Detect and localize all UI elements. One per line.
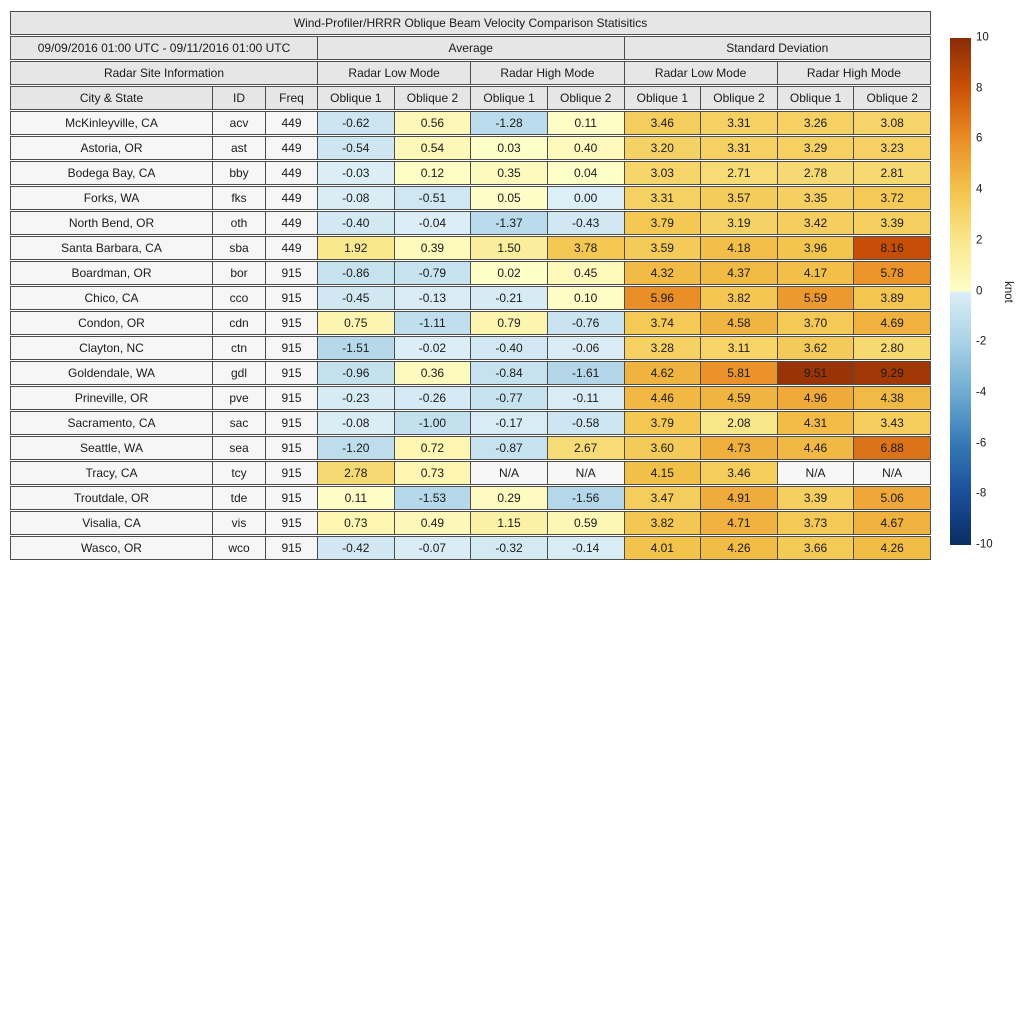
value-cell: 3.70 (778, 311, 855, 335)
value-cell: 4.71 (701, 511, 778, 535)
city-cell: Boardman, OR (10, 261, 213, 285)
value-cell: 3.78 (548, 236, 625, 260)
city-cell: Seattle, WA (10, 436, 213, 460)
city-cell: Astoria, OR (10, 136, 213, 160)
freq-cell: 449 (266, 161, 318, 185)
value-cell: 5.06 (854, 486, 931, 510)
value-cell: -1.61 (548, 361, 625, 385)
value-cell: 4.38 (854, 386, 931, 410)
colorbar-tick-label: -8 (976, 487, 987, 500)
value-cell: 4.31 (778, 411, 855, 435)
city-cell: Troutdale, OR (10, 486, 213, 510)
value-cell: -0.07 (395, 536, 472, 560)
freq-cell: 449 (266, 236, 318, 260)
freq-cell: 915 (266, 436, 318, 460)
value-cell: -0.58 (548, 411, 625, 435)
table-row (10, 386, 931, 410)
value-cell: -0.14 (548, 536, 625, 560)
table-title: Wind-Profiler/HRRR Oblique Beam Velocity Comparison Statisitics (10, 11, 931, 35)
value-cell: 3.79 (625, 411, 702, 435)
freq-cell: 915 (266, 336, 318, 360)
col-oblique2-sd-high: Oblique 2 (854, 86, 931, 110)
value-cell: -0.06 (548, 336, 625, 360)
value-cell: 0.56 (395, 111, 472, 135)
value-cell: 0.10 (548, 286, 625, 310)
value-cell: 0.00 (548, 186, 625, 210)
freq-cell: 915 (266, 511, 318, 535)
value-cell: 0.40 (548, 136, 625, 160)
colorbar-gradient (950, 38, 971, 545)
table-row (10, 211, 931, 235)
value-cell: 3.31 (701, 111, 778, 135)
value-cell: 2.08 (701, 411, 778, 435)
value-cell: 0.39 (395, 236, 472, 260)
id-cell: acv (213, 111, 266, 135)
value-cell: 8.16 (854, 236, 931, 260)
col-oblique1-avg-low: Oblique 1 (318, 86, 395, 110)
value-cell: -0.86 (318, 261, 395, 285)
value-cell: 3.11 (701, 336, 778, 360)
value-cell: -0.13 (395, 286, 472, 310)
freq-cell: 449 (266, 211, 318, 235)
city-cell: North Bend, OR (10, 211, 213, 235)
value-cell: 3.73 (778, 511, 855, 535)
id-cell: ctn (213, 336, 266, 360)
id-cell: sac (213, 411, 266, 435)
colorbar-tick-label: 2 (976, 234, 983, 247)
value-cell: -0.43 (548, 211, 625, 235)
value-cell: 3.42 (778, 211, 855, 235)
value-cell: 4.59 (701, 386, 778, 410)
value-cell: -0.79 (395, 261, 472, 285)
value-cell: 3.29 (778, 136, 855, 160)
value-cell: 2.67 (548, 436, 625, 460)
value-cell: 3.03 (625, 161, 702, 185)
table-row (10, 261, 931, 285)
value-cell: 0.03 (471, 136, 548, 160)
id-cell: cco (213, 286, 266, 310)
value-cell: 0.36 (395, 361, 472, 385)
value-cell: 3.19 (701, 211, 778, 235)
table-row (10, 461, 931, 485)
city-cell: Prineville, OR (10, 386, 213, 410)
value-cell: 4.26 (854, 536, 931, 560)
colorbar-tick-label: 0 (976, 284, 983, 297)
value-cell: 3.08 (854, 111, 931, 135)
colorbar (950, 31, 1024, 551)
value-cell: -0.77 (471, 386, 548, 410)
value-cell: -0.40 (318, 211, 395, 235)
value-cell: -1.20 (318, 436, 395, 460)
value-cell: -0.02 (395, 336, 472, 360)
value-cell: 4.32 (625, 261, 702, 285)
table-row (10, 436, 931, 460)
id-cell: fks (213, 186, 266, 210)
value-cell: -0.87 (471, 436, 548, 460)
value-cell: 3.28 (625, 336, 702, 360)
value-cell: 0.73 (395, 461, 472, 485)
value-cell: 4.37 (701, 261, 778, 285)
value-cell: -0.26 (395, 386, 472, 410)
value-cell: 3.74 (625, 311, 702, 335)
table-row (10, 161, 931, 185)
value-cell: 0.05 (471, 186, 548, 210)
value-cell: -0.17 (471, 411, 548, 435)
value-cell: 1.92 (318, 236, 395, 260)
value-cell: -0.40 (471, 336, 548, 360)
col-oblique1-sd-high: Oblique 1 (778, 86, 855, 110)
freq-cell: 915 (266, 536, 318, 560)
city-cell: Goldendale, WA (10, 361, 213, 385)
id-cell: ast (213, 136, 266, 160)
id-cell: gdl (213, 361, 266, 385)
value-cell: -0.84 (471, 361, 548, 385)
value-cell: 4.96 (778, 386, 855, 410)
value-cell: -0.96 (318, 361, 395, 385)
value-cell: 2.81 (854, 161, 931, 185)
stddev-group-label: Standard Deviation (625, 36, 932, 60)
value-cell: -1.56 (548, 486, 625, 510)
value-cell: 4.15 (625, 461, 702, 485)
value-cell: 3.59 (625, 236, 702, 260)
freq-cell: 449 (266, 111, 318, 135)
value-cell: 3.31 (625, 186, 702, 210)
freq-cell: 915 (266, 411, 318, 435)
value-cell: 4.17 (778, 261, 855, 285)
value-cell: N/A (854, 461, 931, 485)
value-cell: 5.78 (854, 261, 931, 285)
mode-header-row (10, 61, 931, 85)
value-cell: 0.35 (471, 161, 548, 185)
value-cell: 5.96 (625, 286, 702, 310)
value-cell: 4.62 (625, 361, 702, 385)
col-oblique1-avg-high: Oblique 1 (471, 86, 548, 110)
table-row (10, 236, 931, 260)
value-cell: 3.46 (701, 461, 778, 485)
value-cell: 1.50 (471, 236, 548, 260)
value-cell: 9.51 (778, 361, 855, 385)
value-cell: 3.31 (701, 136, 778, 160)
value-cell: 4.18 (701, 236, 778, 260)
value-cell: N/A (471, 461, 548, 485)
table-row (10, 411, 931, 435)
table-row (10, 536, 931, 560)
value-cell: -0.04 (395, 211, 472, 235)
col-oblique2-avg-high: Oblique 2 (548, 86, 625, 110)
id-cell: cdn (213, 311, 266, 335)
city-cell: Clayton, NC (10, 336, 213, 360)
sd-low-mode-label: Radar Low Mode (625, 61, 778, 85)
value-cell: 3.82 (625, 511, 702, 535)
city-cell: McKinleyville, CA (10, 111, 213, 135)
value-cell: -0.23 (318, 386, 395, 410)
table-row (10, 311, 931, 335)
average-group-label: Average (318, 36, 625, 60)
title-row (10, 11, 931, 35)
value-cell: 3.89 (854, 286, 931, 310)
col-freq: Freq (266, 86, 318, 110)
table-row (10, 111, 931, 135)
value-cell: -0.11 (548, 386, 625, 410)
value-cell: 2.78 (318, 461, 395, 485)
id-cell: oth (213, 211, 266, 235)
value-cell: 3.57 (701, 186, 778, 210)
value-cell: 3.35 (778, 186, 855, 210)
colorbar-tick-label: -4 (976, 386, 987, 399)
id-cell: tde (213, 486, 266, 510)
value-cell: -1.51 (318, 336, 395, 360)
site-info-label: Radar Site Information (10, 61, 318, 85)
value-cell: 3.39 (854, 211, 931, 235)
colorbar-tick-label: -2 (976, 335, 987, 348)
id-cell: wco (213, 536, 266, 560)
colorbar-axis-label: knot (1002, 280, 1014, 303)
value-cell: -0.54 (318, 136, 395, 160)
value-cell: -1.00 (395, 411, 472, 435)
freq-cell: 915 (266, 386, 318, 410)
value-cell: 3.72 (854, 186, 931, 210)
value-cell: -0.51 (395, 186, 472, 210)
date-range-label: 09/09/2016 01:00 UTC - 09/11/2016 01:00 UTC (10, 36, 318, 60)
statistics-table (10, 10, 931, 561)
value-cell: 2.78 (778, 161, 855, 185)
value-cell: 2.71 (701, 161, 778, 185)
value-cell: 0.79 (471, 311, 548, 335)
value-cell: 3.46 (625, 111, 702, 135)
table-row (10, 186, 931, 210)
value-cell: 3.82 (701, 286, 778, 310)
value-cell: 3.79 (625, 211, 702, 235)
value-cell: 3.39 (778, 486, 855, 510)
colorbar-tick-label: 10 (976, 31, 989, 44)
sd-high-mode-label: Radar High Mode (778, 61, 931, 85)
value-cell: N/A (548, 461, 625, 485)
table-row (10, 486, 931, 510)
value-cell: 3.26 (778, 111, 855, 135)
value-cell: 0.73 (318, 511, 395, 535)
table-row (10, 336, 931, 360)
avg-low-mode-label: Radar Low Mode (318, 61, 471, 85)
col-oblique1-sd-low: Oblique 1 (625, 86, 702, 110)
freq-cell: 915 (266, 286, 318, 310)
table-body (10, 111, 931, 560)
value-cell: 0.72 (395, 436, 472, 460)
value-cell: 4.46 (625, 386, 702, 410)
freq-cell: 915 (266, 361, 318, 385)
city-cell: Bodega Bay, CA (10, 161, 213, 185)
value-cell: 9.29 (854, 361, 931, 385)
col-oblique2-sd-low: Oblique 2 (701, 86, 778, 110)
value-cell: -0.45 (318, 286, 395, 310)
value-cell: -0.62 (318, 111, 395, 135)
value-cell: -1.37 (471, 211, 548, 235)
column-header-row (10, 86, 931, 110)
value-cell: -1.28 (471, 111, 548, 135)
freq-cell: 915 (266, 311, 318, 335)
value-cell: 4.26 (701, 536, 778, 560)
value-cell: 0.04 (548, 161, 625, 185)
avg-high-mode-label: Radar High Mode (471, 61, 624, 85)
colorbar-tick-label: -10 (976, 538, 993, 551)
city-cell: Chico, CA (10, 286, 213, 310)
value-cell: 3.23 (854, 136, 931, 160)
value-cell: 0.59 (548, 511, 625, 535)
value-cell: 4.01 (625, 536, 702, 560)
value-cell: 4.73 (701, 436, 778, 460)
value-cell: 3.66 (778, 536, 855, 560)
city-cell: Sacramento, CA (10, 411, 213, 435)
value-cell: -0.08 (318, 411, 395, 435)
value-cell: 2.80 (854, 336, 931, 360)
table-row (10, 361, 931, 385)
value-cell: 0.54 (395, 136, 472, 160)
value-cell: 5.81 (701, 361, 778, 385)
value-cell: 4.46 (778, 436, 855, 460)
city-cell: Tracy, CA (10, 461, 213, 485)
value-cell: 6.88 (854, 436, 931, 460)
value-cell: 3.96 (778, 236, 855, 260)
value-cell: -0.08 (318, 186, 395, 210)
freq-cell: 915 (266, 461, 318, 485)
value-cell: -0.76 (548, 311, 625, 335)
value-cell: 0.75 (318, 311, 395, 335)
value-cell: -0.03 (318, 161, 395, 185)
value-cell: 5.59 (778, 286, 855, 310)
value-cell: 0.11 (318, 486, 395, 510)
id-cell: sea (213, 436, 266, 460)
freq-cell: 915 (266, 486, 318, 510)
freq-cell: 915 (266, 261, 318, 285)
value-cell: 4.67 (854, 511, 931, 535)
id-cell: vis (213, 511, 266, 535)
value-cell: 0.12 (395, 161, 472, 185)
value-cell: 3.60 (625, 436, 702, 460)
value-cell: -1.53 (395, 486, 472, 510)
colorbar-tick-label: 6 (976, 132, 983, 145)
col-city-state: City & State (10, 86, 213, 110)
value-cell: 4.69 (854, 311, 931, 335)
value-cell: 0.45 (548, 261, 625, 285)
value-cell: 4.58 (701, 311, 778, 335)
value-cell: 4.91 (701, 486, 778, 510)
city-cell: Condon, OR (10, 311, 213, 335)
value-cell: N/A (778, 461, 855, 485)
value-cell: -0.21 (471, 286, 548, 310)
value-cell: 3.47 (625, 486, 702, 510)
value-cell: 0.02 (471, 261, 548, 285)
id-cell: tcy (213, 461, 266, 485)
value-cell: 3.20 (625, 136, 702, 160)
value-cell: 0.49 (395, 511, 472, 535)
colorbar-tick-label: -6 (976, 436, 987, 449)
colorbar-tick-label: 4 (976, 183, 983, 196)
value-cell: 3.43 (854, 411, 931, 435)
col-id: ID (213, 86, 266, 110)
city-cell: Forks, WA (10, 186, 213, 210)
city-cell: Wasco, OR (10, 536, 213, 560)
value-cell: 3.62 (778, 336, 855, 360)
id-cell: bor (213, 261, 266, 285)
freq-cell: 449 (266, 136, 318, 160)
value-cell: -0.32 (471, 536, 548, 560)
freq-cell: 449 (266, 186, 318, 210)
colorbar-tick-label: 8 (976, 81, 983, 94)
value-cell: 1.15 (471, 511, 548, 535)
value-cell: 0.29 (471, 486, 548, 510)
value-cell: 0.11 (548, 111, 625, 135)
id-cell: pve (213, 386, 266, 410)
city-cell: Visalia, CA (10, 511, 213, 535)
table-row (10, 511, 931, 535)
group-header-row (10, 36, 931, 60)
id-cell: bby (213, 161, 266, 185)
table-row (10, 136, 931, 160)
value-cell: -1.11 (395, 311, 472, 335)
table-row (10, 286, 931, 310)
col-oblique2-avg-low: Oblique 2 (395, 86, 472, 110)
value-cell: -0.42 (318, 536, 395, 560)
id-cell: sba (213, 236, 266, 260)
city-cell: Santa Barbara, CA (10, 236, 213, 260)
